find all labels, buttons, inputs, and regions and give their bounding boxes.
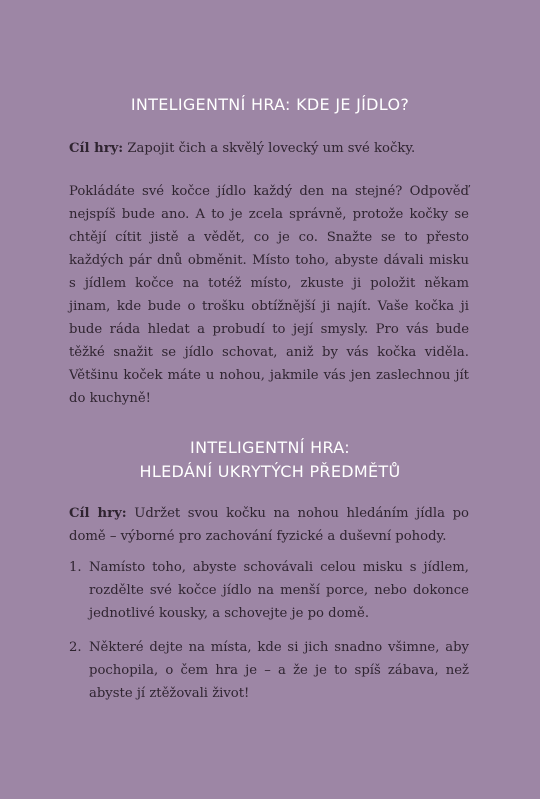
list-item-number: 2. xyxy=(69,640,82,655)
section-1-heading xyxy=(0,93,540,117)
section-2-goal xyxy=(69,502,469,548)
section-1-paragraph: Pokládáte své kočce jídlo každý den na stejné? Odpověď nejspíš bude ano. A to je zcela správně, protože kočky se chtějí cítit jistě a vědět, co je co. Snažte se to přesto každých pár dnů obměnit. Místo toho, abyste dávali misku s jídlem kočce na totéž místo, zkuste ji položit někam jinam, kde bude o trošku obtížnější ji najít. Vaše kočka ji bude ráda hledat a probudí to její smysly. Pro vás bude těžké snažit se jídlo schovat, aniž by vás kočka viděla. Většinu koček máte u nohou, jakmile vás jen zaslechnou jít do kuchyně! xyxy=(69,184,469,406)
list-item-number: 1. xyxy=(69,560,82,575)
section-2-heading-line-1: INTELIGENTNÍ HRA: xyxy=(190,438,350,457)
section-2-heading-line-2: HLEDÁNÍ UKRYTÝCH PŘEDMĚTŮ xyxy=(139,462,401,481)
instructions-list xyxy=(69,556,469,716)
list-item-text: Některé dejte na místa, kde si jich snadno všimne, aby pochopila, o čem hra je – a že je to spíš zábava, než abyste jí ztěžovali život! xyxy=(89,640,469,701)
section-1-goal-text: Zapojit čich a skvělý lovecký um své kočky. xyxy=(123,141,416,156)
section-2-goal-text: Udržet svou kočku na nohou hledáním jídla po domě – výborné pro zachování fyzické a duševní pohody. xyxy=(69,506,469,544)
list-item xyxy=(69,636,469,705)
section-1-goal xyxy=(69,137,469,160)
section-1-heading-text: INTELIGENTNÍ HRA: KDE JE JÍDLO? xyxy=(130,95,410,114)
section-1-goal-label: Cíl hry: xyxy=(69,141,124,156)
list-item-text: Namísto toho, abyste schovávali celou misku s jídlem, rozdělte své kočce jídlo na menší porce, nebo dokonce jednotlivé kousky, a schovejte je po domě. xyxy=(89,560,469,621)
list-item xyxy=(69,556,469,625)
section-2-heading xyxy=(0,436,540,484)
section-2-goal-label: Cíl hry: xyxy=(69,506,127,521)
